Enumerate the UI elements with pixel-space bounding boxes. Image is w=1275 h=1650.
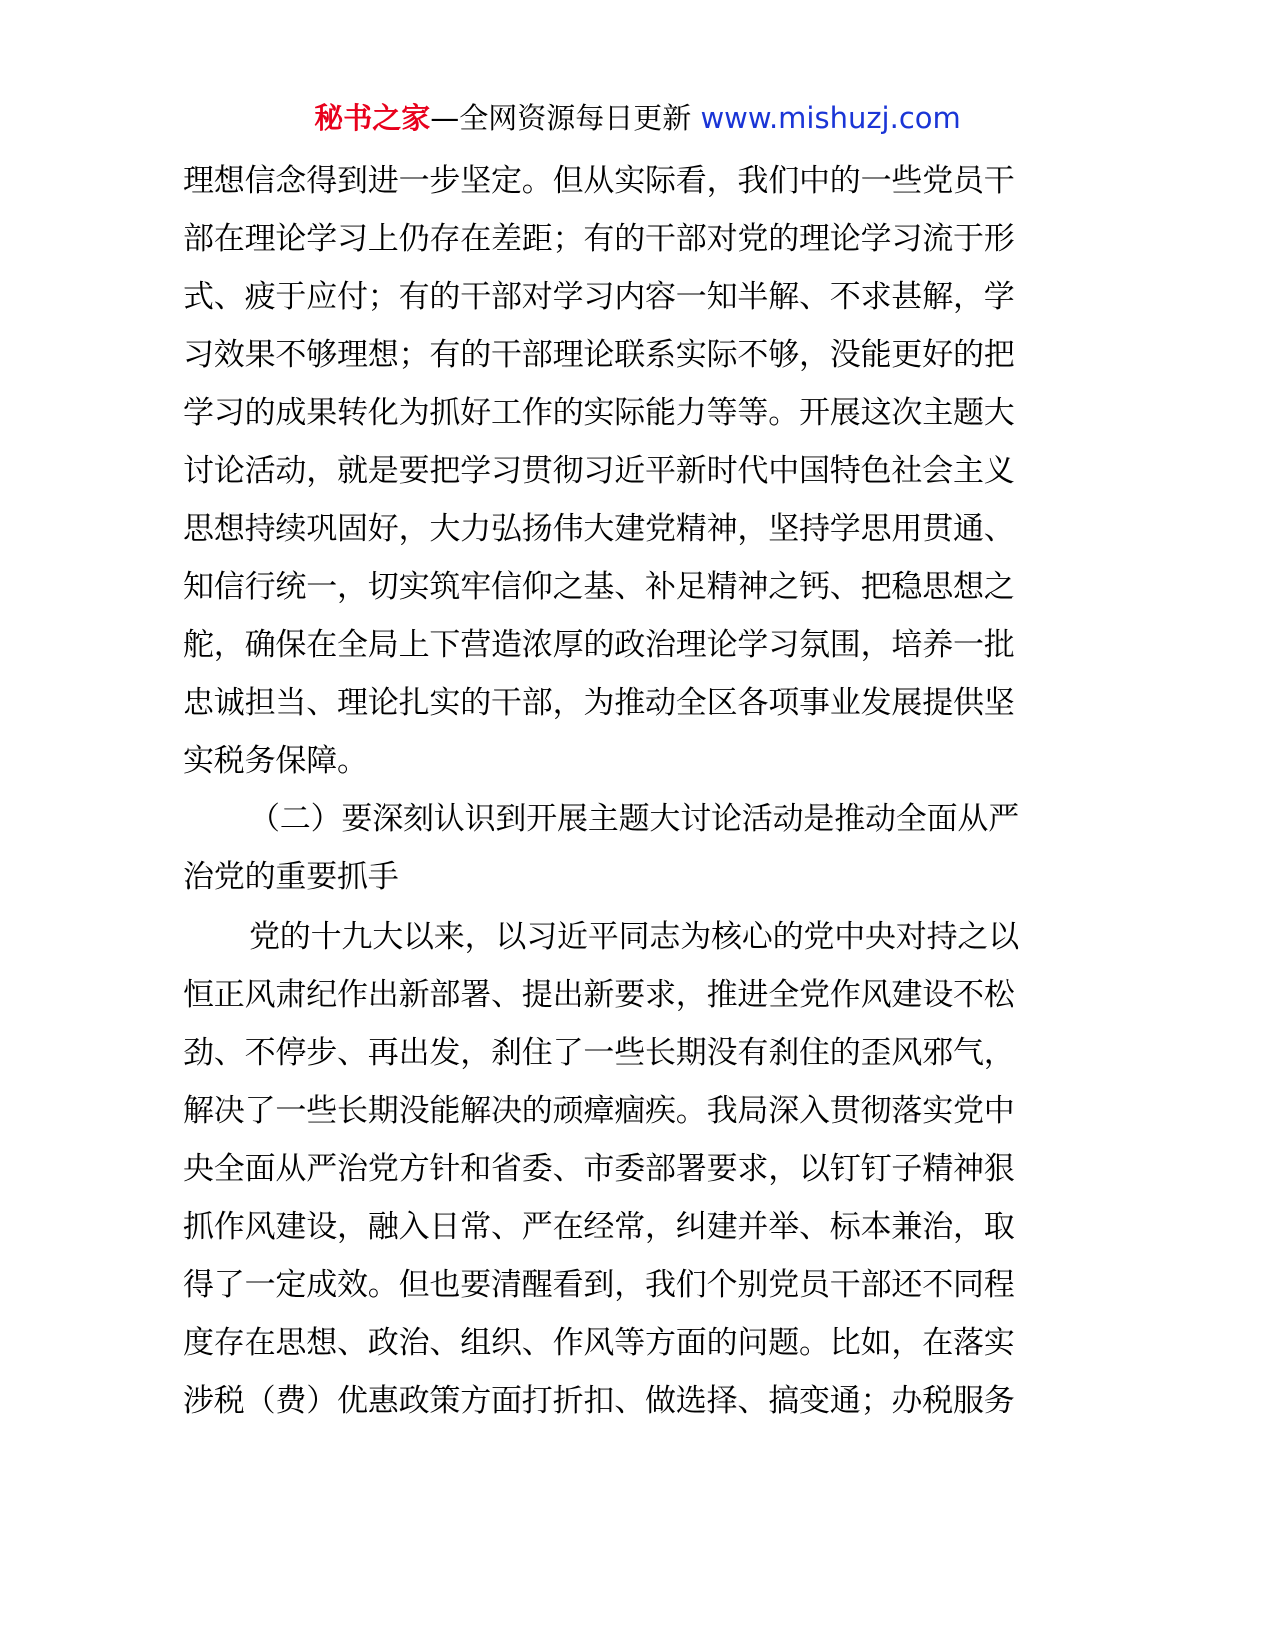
text-line: 抓作风建设，融入日常、严在经常，纠建并举、标本兼治，取	[183, 1209, 1015, 1245]
brand-name: 秘书之家	[314, 101, 431, 135]
text-line: 学习的成果转化为抓好工作的实际能力等等。开展这次主题大	[183, 395, 1015, 431]
site-header	[0, 98, 1275, 138]
text-line: 习效果不够理想；有的干部理论联系实际不够，没能更好的把	[183, 337, 1015, 373]
text-line: 央全面从严治党方针和省委、市委部署要求，以钉钉子精神狠	[183, 1151, 1015, 1187]
text-line: 涉税（费）优惠政策方面打折扣、做选择、搞变通；办税服务	[183, 1383, 1015, 1419]
text-line: 党的十九大以来，以习近平同志为核心的党中央对持之以	[249, 919, 1019, 955]
paragraph-continued	[183, 152, 1088, 790]
text-line: 恒正风肃纪作出新部署、提出新要求，推进全党作风建设不松	[183, 977, 1015, 1013]
text-line: 思想持续巩固好，大力弘扬伟大建党精神，坚持学思用贯通、	[183, 511, 1015, 547]
heading-line: 治党的重要抓手	[183, 859, 399, 895]
text-line: 舵，确保在全局上下营造浓厚的政治理论学习氛围，培养一批	[183, 627, 1015, 663]
text-line: 度存在思想、政治、组织、作风等方面的问题。比如，在落实	[183, 1325, 1015, 1361]
text-line: 解决了一些长期没能解决的顽瘴痼疾。我局深入贯彻落实党中	[183, 1093, 1015, 1129]
text-line: 实税务保障。	[183, 743, 368, 779]
text-line: 部在理论学习上仍存在差距；有的干部对党的理论学习流于形	[183, 221, 1015, 257]
text-line: 劲、不停步、再出发，刹住了一些长期没有刹住的歪风邪气，	[183, 1035, 1015, 1071]
text-line: 理想信念得到进一步坚定。但从实际看，我们中的一些党员干	[183, 163, 1015, 199]
text-line: 式、疲于应付；有的干部对学习内容一知半解、不求甚解，学	[183, 279, 1015, 315]
text-line: 忠诚担当、理论扎实的干部，为推动全区各项事业发展提供坚	[183, 685, 1015, 721]
text-line: 讨论活动，就是要把学习贯彻习近平新时代中国特色社会主义	[183, 453, 1015, 489]
text-line: 知信行统一，切实筑牢信仰之基、补足精神之钙、把稳思想之	[183, 569, 1015, 605]
site-url-link[interactable]: www.mishuzj.com	[700, 101, 961, 135]
header-tagline: —全网资源每日更新	[430, 101, 692, 135]
paragraph	[183, 908, 1088, 1430]
text-line: 得了一定成效。但也要清醒看到，我们个别党员干部还不同程	[183, 1267, 1015, 1303]
section-heading	[183, 790, 1088, 906]
heading-line: （二）要深刻认识到开展主题大讨论活动是推动全面从严	[249, 801, 1019, 837]
document-body	[183, 152, 1088, 1430]
